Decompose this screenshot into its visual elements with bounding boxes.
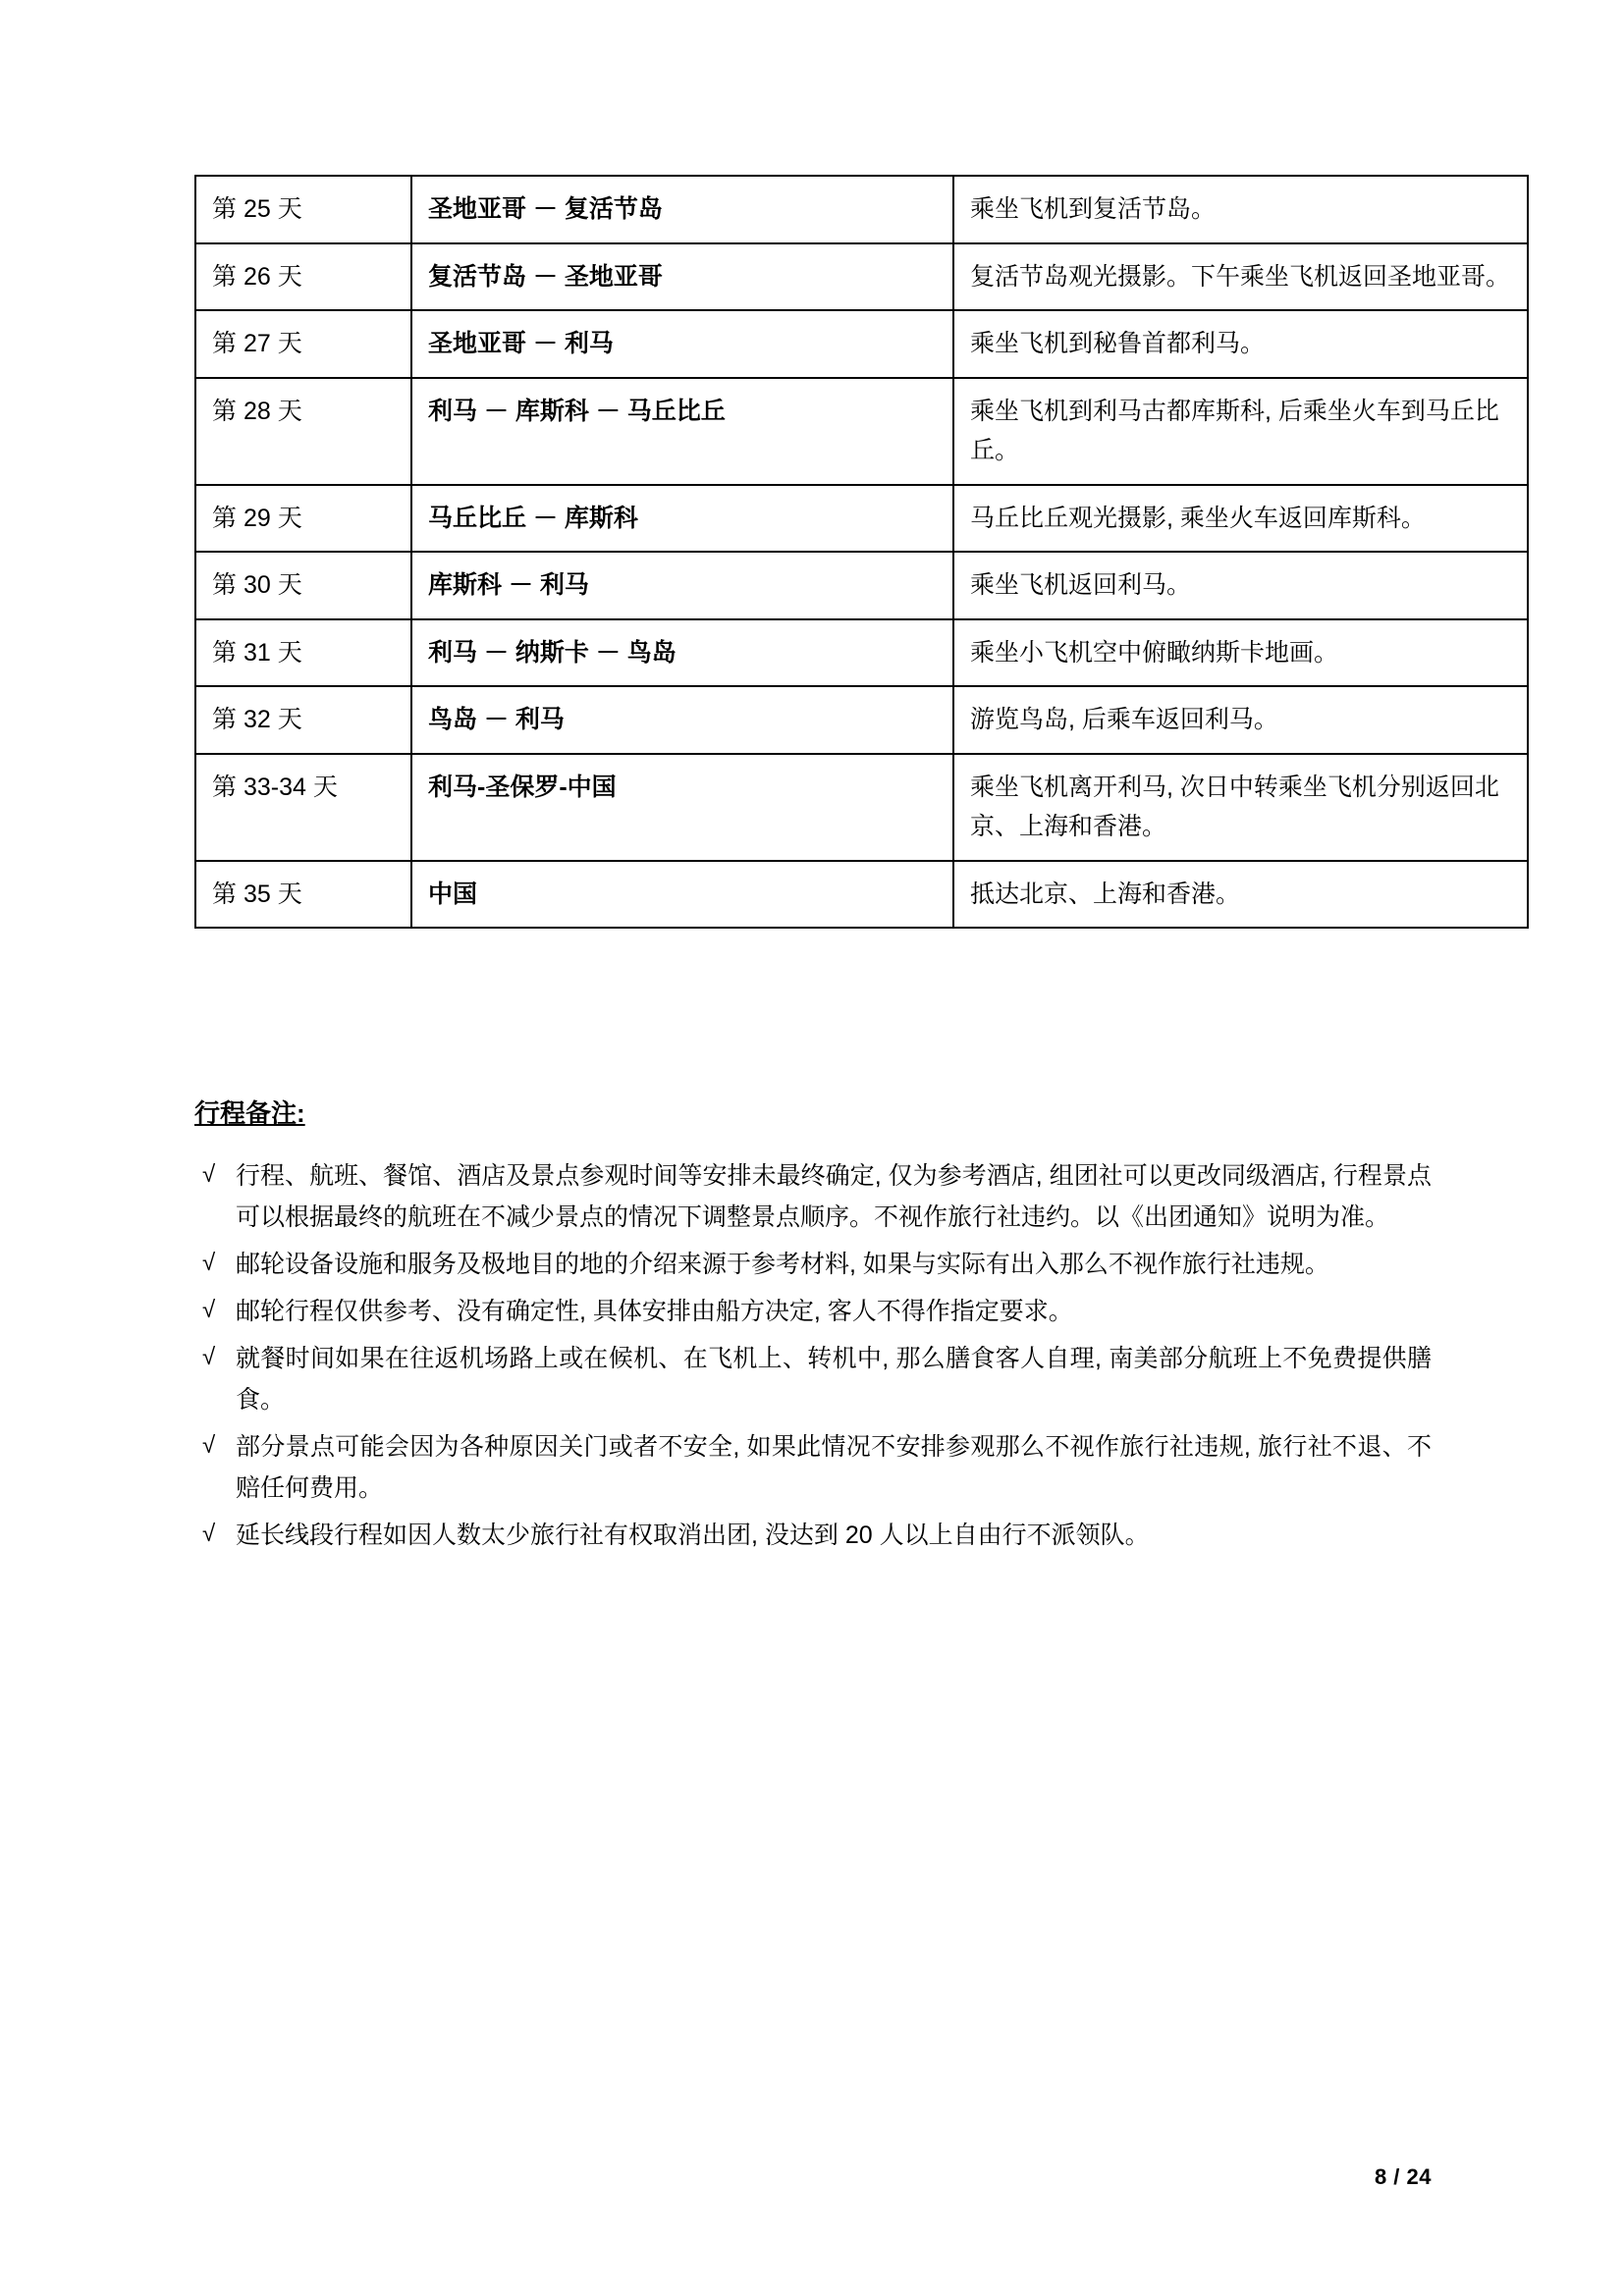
route-cell: 圣地亚哥 － 复活节岛 (411, 176, 953, 243)
table-row (195, 861, 1528, 929)
day-cell: 第 26 天 (195, 243, 411, 311)
check-icon: √ (202, 1432, 216, 1459)
check-icon: √ (202, 1344, 216, 1370)
check-icon: √ (202, 1521, 216, 1547)
check-icon: √ (202, 1161, 216, 1188)
itinerary-table-body (195, 176, 1528, 928)
day-cell: 第 33-34 天 (195, 754, 411, 861)
route-cell: 利马 － 库斯科 － 马丘比丘 (411, 378, 953, 485)
table-row (195, 243, 1528, 311)
list-item-text: 行程、航班、餐馆、酒店及景点参观时间等安排未最终确定, 仅为参考酒店, 组团社可以更改同级酒店, 行程景点可以根据最终的航班在不减少景点的情况下调整景点顺序。不视作旅行社违约。以《出团通知》说明为准。 (236, 1162, 1432, 1231)
description-cell: 复活节岛观光摄影。下午乘坐飞机返回圣地亚哥。 (953, 243, 1528, 311)
list-item-text: 延长线段行程如因人数太少旅行社有权取消出团, 没达到 20 人以上自由行不派领队。 (236, 1522, 1150, 1549)
list-item-text: 部分景点可能会因为各种原因关门或者不安全, 如果此情况不安排参观那么不视作旅行社违规, 旅行社不退、不赔任何费用。 (236, 1433, 1432, 1502)
description-cell: 马丘比丘观光摄影, 乘坐火车返回库斯科。 (953, 485, 1528, 553)
table-row (195, 485, 1528, 553)
table-row (195, 378, 1528, 485)
route-cell: 利马-圣保罗-中国 (411, 754, 953, 861)
route-cell: 马丘比丘 － 库斯科 (411, 485, 953, 553)
list-item (194, 1244, 1432, 1285)
list-item-text: 就餐时间如果在往返机场路上或在候机、在飞机上、转机中, 那么膳食客人自理, 南美部分航班上不免费提供膳食。 (236, 1345, 1432, 1414)
description-cell: 乘坐飞机返回利马。 (953, 552, 1528, 619)
table-row (195, 310, 1528, 378)
table-row (195, 619, 1528, 687)
notes-title: 行程备注: (194, 1098, 305, 1128)
route-cell: 鸟岛 － 利马 (411, 686, 953, 754)
page-number: 8 / 24 (1374, 2164, 1432, 2189)
list-item-text: 邮轮行程仅供参考、没有确定性, 具体安排由船方决定, 客人不得作指定要求。 (236, 1298, 1073, 1325)
route-cell: 圣地亚哥 － 利马 (411, 310, 953, 378)
description-cell: 乘坐飞机到秘鲁首都利马。 (953, 310, 1528, 378)
page-content (194, 175, 1511, 1562)
route-cell: 库斯科 － 利马 (411, 552, 953, 619)
list-item (194, 1426, 1432, 1509)
description-cell: 乘坐飞机到利马古都库斯科, 后乘坐火车到马丘比丘。 (953, 378, 1528, 485)
route-cell: 复活节岛 － 圣地亚哥 (411, 243, 953, 311)
day-cell: 第 27 天 (195, 310, 411, 378)
day-cell: 第 30 天 (195, 552, 411, 619)
table-row (195, 552, 1528, 619)
day-cell: 第 28 天 (195, 378, 411, 485)
table-row (195, 176, 1528, 243)
route-cell: 利马 － 纳斯卡 － 鸟岛 (411, 619, 953, 687)
description-cell: 抵达北京、上海和香港。 (953, 861, 1528, 929)
list-item-text: 邮轮设备设施和服务及极地目的地的介绍来源于参考材料, 如果与实际有出入那么不视作旅行社违规。 (236, 1251, 1329, 1278)
list-item (194, 1155, 1432, 1238)
check-icon: √ (202, 1250, 216, 1276)
day-cell: 第 31 天 (195, 619, 411, 687)
list-item (194, 1515, 1432, 1556)
notes-section (194, 1094, 1432, 1556)
notes-list (194, 1155, 1432, 1556)
check-icon: √ (202, 1297, 216, 1323)
description-cell: 乘坐小飞机空中俯瞰纳斯卡地画。 (953, 619, 1528, 687)
description-cell: 乘坐飞机离开利马, 次日中转乘坐飞机分别返回北京、上海和香港。 (953, 754, 1528, 861)
day-cell: 第 29 天 (195, 485, 411, 553)
description-cell: 乘坐飞机到复活节岛。 (953, 176, 1528, 243)
day-cell: 第 32 天 (195, 686, 411, 754)
itinerary-table (194, 175, 1529, 929)
table-row (195, 686, 1528, 754)
list-item (194, 1291, 1432, 1332)
list-item (194, 1338, 1432, 1420)
table-row (195, 754, 1528, 861)
day-cell: 第 35 天 (195, 861, 411, 929)
route-cell: 中国 (411, 861, 953, 929)
day-cell: 第 25 天 (195, 176, 411, 243)
description-cell: 游览鸟岛, 后乘车返回利马。 (953, 686, 1528, 754)
